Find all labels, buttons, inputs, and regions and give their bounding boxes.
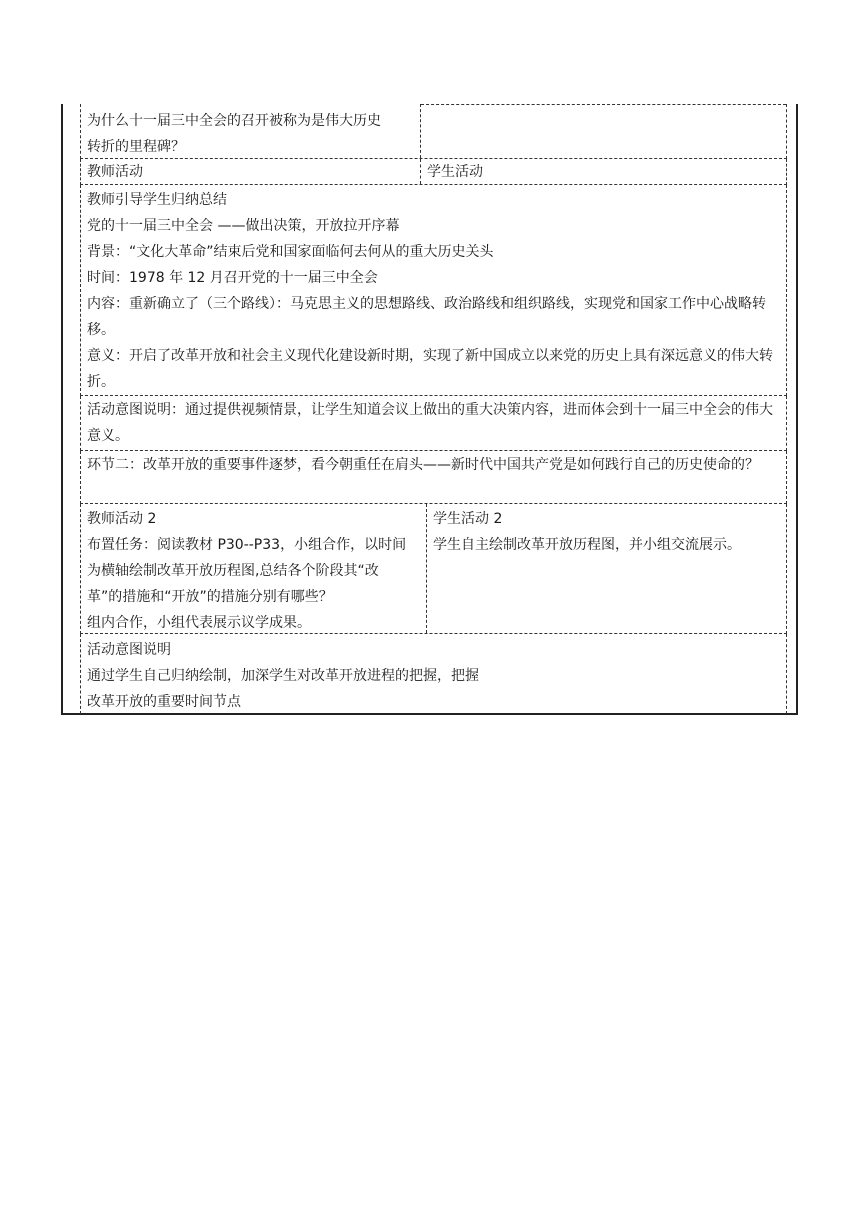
question-line-1: 为什么十一届三中全会的召开被称为是伟大历史: [87, 113, 381, 129]
activity-two-row: [80, 504, 787, 634]
intent-2-line-1: 活动意图说明: [87, 642, 171, 658]
student-activity-2-title: 学生活动 2: [433, 511, 503, 527]
question-line-2: 转折的里程碑？: [87, 139, 185, 155]
question-answer-cell: [421, 104, 786, 158]
teacher-activity-2-line-1: 布置任务：阅读教材 P30--P33，小组合作，以时间: [87, 537, 407, 553]
intent-2-line-3: 改革开放的重要时间节点: [87, 694, 241, 710]
intent-row-1: [80, 396, 787, 451]
summary-meaning: 意义：开启了改革开放和社会主义现代化建设新时期，实现了新中国成立以来党的历史上具有深远意义的伟大转折。: [87, 348, 773, 390]
teacher-activity-2-cell: [81, 504, 427, 633]
teacher-activity-2-line-4: 组内合作，小组代表展示议学成果。: [87, 615, 311, 631]
teacher-activity-2-title: 教师活动 2: [87, 511, 157, 527]
activity-header-row: [80, 159, 787, 185]
intent-row-2: [80, 634, 787, 714]
table-outer-right-border: [796, 104, 798, 714]
student-activity-header: [421, 159, 786, 184]
lesson-plan-table: [80, 104, 787, 714]
student-activity-2-text: 学生自主绘制改革开放历程图，并小组交流展示。: [433, 537, 741, 553]
summary-line-1: 教师引导学生归纳总结: [87, 192, 227, 208]
summary-line-2: 党的十一届三中全会 ——做出决策，开放拉开序幕: [87, 218, 400, 234]
question-row: [80, 104, 787, 159]
table-outer-left-border: [61, 104, 63, 714]
student-activity-2-cell: [427, 504, 786, 633]
summary-line-4: 时间：1978 年 12 月召开党的十一届三中全会: [87, 270, 378, 286]
intent-cell-2: [81, 637, 786, 715]
summary-content: 内容：重新确立了（三个路线）：马克思主义的思想路线、政治路线和组织路线，实现党和国家工作中心战略转移。: [87, 296, 766, 338]
intent-2-line-2: 通过学生自己归纳绘制，加深学生对改革开放进程的把握，把握: [87, 668, 479, 684]
summary-row: [80, 185, 787, 396]
teacher-activity-header: [81, 159, 421, 184]
teacher-activity-2-line-3: 革”的措施和“开放”的措施分别有哪些？: [87, 589, 333, 605]
section-two-text: 环节二：改革开放的重要事件逐梦，看今朝重任在肩头——新时代中国共产党是如何践行自己的历史使命的？: [87, 457, 759, 473]
summary-line-3: 背景：“文化大革命”结束后党和国家面临何去何从的重大历史关头: [87, 244, 494, 260]
teacher-activity-2-line-2: 为横轴绘制改革开放历程图,总结各个阶段其“改: [87, 563, 379, 579]
question-cell: [81, 104, 421, 158]
intent-text-1: 活动意图说明：通过提供视频情景，让学生知道会议上做出的重大决策内容，进而体会到十一届三中全会的伟大意义。: [87, 402, 773, 444]
summary-cell: [81, 187, 786, 395]
section-two-row: [80, 451, 787, 504]
teacher-activity-label: 教师活动: [87, 164, 143, 180]
student-activity-label: 学生活动: [427, 164, 483, 180]
